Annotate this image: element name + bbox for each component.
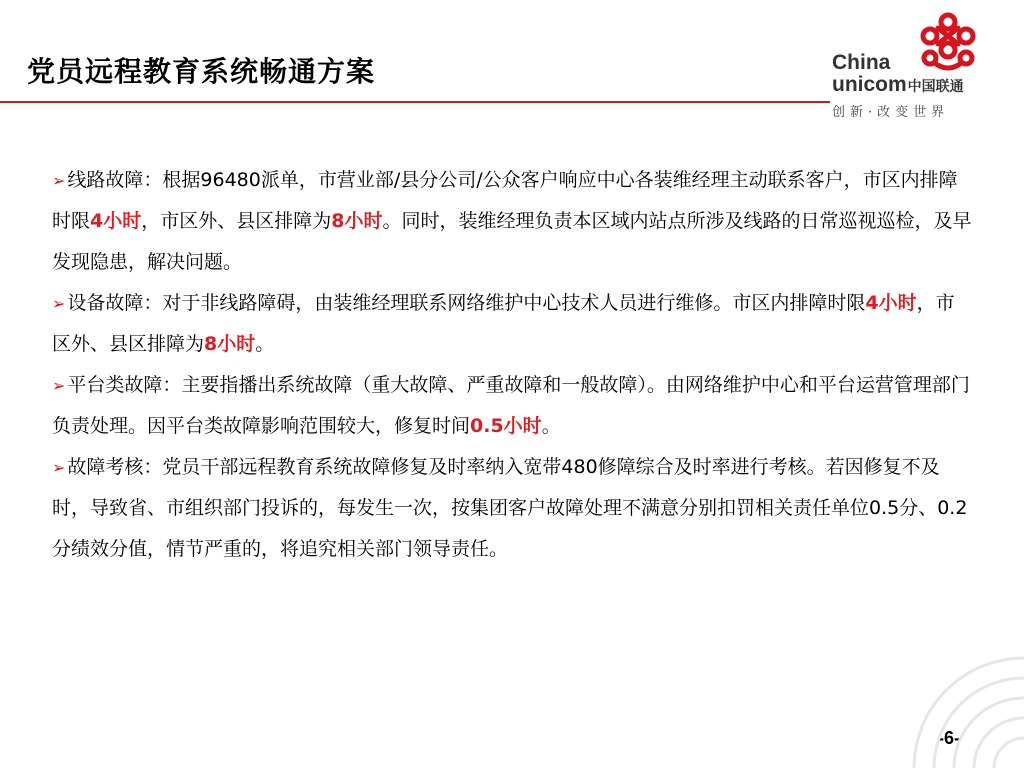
paragraph-line-fault xyxy=(52,160,972,283)
paragraph-text: 故障考核：党员干部远程教育系统故障修复及时率纳入宽带480修障综合及时率进行考核。若因修复不及时，导致省、市组织部门投诉的，每发生一次，按集团客户故障处理不满意分别扣罚相关责任单位0.5分、0.2分绩效分值，情节严重的，将追究相关部门领导责任。 xyxy=(52,456,968,560)
page-number: -6- xyxy=(938,728,960,748)
paragraph-text: 设备故障：对于非线路障碍，由装维经理联系网络维护中心技术人员进行维修。市区内排障时限 xyxy=(67,292,866,314)
highlight-text: 4小时 xyxy=(865,292,917,314)
title-divider xyxy=(0,101,830,103)
arrow-bullet-icon: ➢ xyxy=(52,294,66,313)
logo-unicom-line xyxy=(832,74,992,97)
paragraph-fault-assessment xyxy=(52,447,972,570)
highlight-text: 8小时 xyxy=(331,210,383,232)
paragraph-text: 。 xyxy=(541,415,561,437)
logo-cn-name: 中国联通 xyxy=(907,78,964,94)
content-body xyxy=(52,160,972,570)
arrow-bullet-icon: ➢ xyxy=(52,376,66,395)
paragraph-text: 线路故障：根据96480派单，市营业部/县分公司/公众客户响应中心各装维经理主动联系客户，市区内排障时限 xyxy=(52,169,958,232)
paragraph-text: 。 xyxy=(255,333,275,355)
arrow-bullet-icon: ➢ xyxy=(52,171,66,190)
logo-china-text: China xyxy=(832,51,891,74)
highlight-text: 4小时 xyxy=(90,210,142,232)
paragraph-platform-fault xyxy=(52,365,972,447)
logo-unicom-text: unicom xyxy=(832,73,907,96)
highlight-text: 8小时 xyxy=(204,333,256,355)
paragraph-text: ，市区外、县区排障为 xyxy=(52,292,955,355)
page-title: 党员远程教育系统畅通方案 xyxy=(27,55,376,88)
china-unicom-logo xyxy=(832,12,992,122)
arrow-bullet-icon: ➢ xyxy=(52,458,66,477)
paragraph-equipment-fault xyxy=(52,283,972,365)
paragraph-text: ，市区外、县区排障为 xyxy=(141,210,332,232)
paragraph-text: 。同时，装维经理负责本区域内站点所涉及线路的日常巡视巡检，及早发现隐患，解决问题。 xyxy=(52,210,972,273)
paragraph-text: 平台类故障：主要指播出系统故障（重大故障、严重故障和一般故障）。由网络维护中心和平台运营管理部门负责处理。因平台类故障影响范围较大，修复时间 xyxy=(52,374,970,437)
corner-decoration xyxy=(884,648,1024,768)
logo-text xyxy=(832,52,992,120)
logo-slogan: 创新·改变世界 xyxy=(832,105,950,120)
highlight-text: 0.5小时 xyxy=(470,415,542,437)
